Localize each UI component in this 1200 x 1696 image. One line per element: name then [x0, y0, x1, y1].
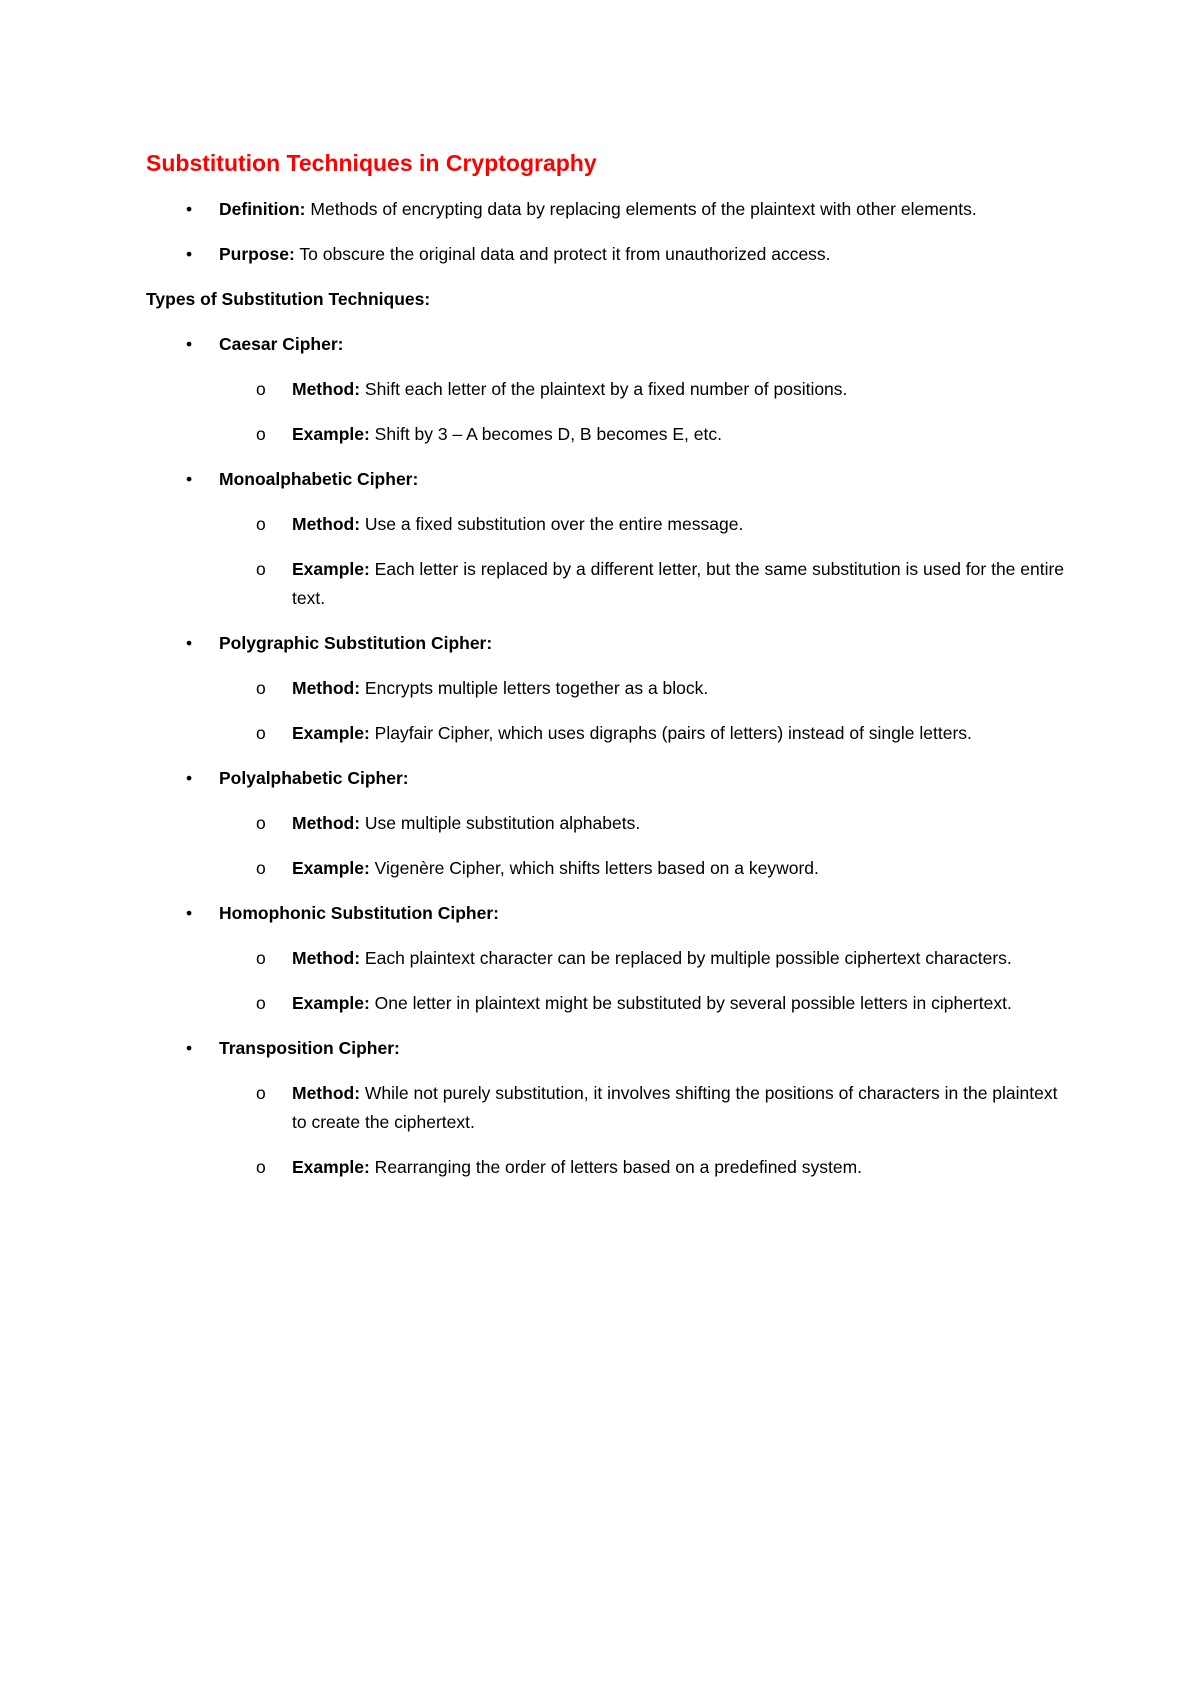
cipher-name: Caesar Cipher:	[219, 334, 344, 354]
detail-text: While not purely substitution, it involves shifting the positions of characters in the plaintext to create the ciphertext.	[292, 1083, 1058, 1132]
bullet-icon: •	[186, 768, 193, 788]
cipher-name: Polyalphabetic Cipher:	[219, 768, 409, 788]
circle-bullet-icon: o	[256, 678, 266, 698]
cipher-name: Monoalphabetic Cipher:	[219, 469, 419, 489]
list-item-purpose	[146, 240, 1076, 269]
cipher-details-list	[146, 510, 1076, 613]
detail-text: Rearranging the order of letters based on a predefined system.	[369, 1157, 863, 1177]
circle-bullet-icon: o	[256, 1083, 266, 1103]
cipher-name: Homophonic Substitution Cipher:	[219, 903, 499, 923]
bullet-icon: •	[186, 633, 193, 653]
circle-bullet-icon: o	[256, 993, 266, 1013]
detail-text: Encrypts multiple letters together as a block.	[360, 678, 709, 698]
detail-text: Shift by 3 – A becomes D, B becomes E, etc.	[369, 424, 722, 444]
list-item-type	[146, 330, 1076, 449]
document-page	[146, 148, 1076, 1198]
list-item-definition	[146, 195, 1076, 224]
bullet-icon: •	[186, 1038, 193, 1058]
list-item-detail	[146, 674, 1076, 703]
purpose-text: To obscure the original data and protect it from unauthorized access.	[294, 244, 831, 264]
list-item-detail	[146, 555, 1076, 613]
circle-bullet-icon: o	[256, 858, 266, 878]
cipher-name: Polygraphic Substitution Cipher:	[219, 633, 493, 653]
list-item-detail	[146, 375, 1076, 404]
bullet-icon: •	[186, 334, 193, 354]
cipher-name: Transposition Cipher:	[219, 1038, 400, 1058]
circle-bullet-icon: o	[256, 514, 266, 534]
cipher-details-list	[146, 375, 1076, 449]
circle-bullet-icon: o	[256, 559, 266, 579]
bullet-icon: •	[186, 199, 193, 219]
detail-label: Method:	[292, 1083, 361, 1103]
detail-label: Example:	[292, 723, 370, 743]
list-item-detail	[146, 1153, 1076, 1182]
cipher-details-list	[146, 1079, 1076, 1182]
detail-label: Method:	[292, 514, 361, 534]
list-item-detail	[146, 719, 1076, 748]
definition-label: Definition:	[219, 199, 306, 219]
detail-text: Playfair Cipher, which uses digraphs (pairs of letters) instead of single letters.	[369, 723, 972, 743]
detail-text: Use a fixed substitution over the entire message.	[360, 514, 744, 534]
detail-label: Example:	[292, 559, 370, 579]
detail-text: Shift each letter of the plaintext by a fixed number of positions.	[360, 379, 848, 399]
circle-bullet-icon: o	[256, 948, 266, 968]
detail-label: Example:	[292, 424, 370, 444]
detail-text: Vigenère Cipher, which shifts letters based on a keyword.	[369, 858, 819, 878]
detail-label: Method:	[292, 813, 361, 833]
bullet-icon: •	[186, 903, 193, 923]
list-item-detail	[146, 510, 1076, 539]
list-item-detail	[146, 1079, 1076, 1137]
circle-bullet-icon: o	[256, 379, 266, 399]
list-item-type	[146, 465, 1076, 613]
list-item-type	[146, 899, 1076, 1018]
purpose-label: Purpose:	[219, 244, 295, 264]
types-list	[146, 330, 1076, 1182]
definition-text: Methods of encrypting data by replacing elements of the plaintext with other elements.	[305, 199, 977, 219]
list-item-detail	[146, 854, 1076, 883]
list-item-detail	[146, 809, 1076, 838]
cipher-details-list	[146, 809, 1076, 883]
detail-label: Method:	[292, 948, 361, 968]
detail-text: Each plaintext character can be replaced by multiple possible ciphertext characters.	[360, 948, 1012, 968]
cipher-details-list	[146, 674, 1076, 748]
detail-label: Example:	[292, 858, 370, 878]
detail-label: Example:	[292, 993, 370, 1013]
list-item-detail	[146, 989, 1076, 1018]
circle-bullet-icon: o	[256, 424, 266, 444]
detail-text: One letter in plaintext might be substituted by several possible letters in ciphertext.	[369, 993, 1012, 1013]
bullet-icon: •	[186, 244, 193, 264]
detail-label: Method:	[292, 678, 361, 698]
intro-list	[146, 195, 1076, 269]
list-item-type	[146, 1034, 1076, 1182]
detail-text: Each letter is replaced by a different letter, but the same substitution is used for the entire text.	[292, 559, 1065, 608]
page-title: Substitution Techniques in Cryptography	[146, 150, 597, 176]
circle-bullet-icon: o	[256, 1157, 266, 1177]
circle-bullet-icon: o	[256, 813, 266, 833]
types-heading: Types of Substitution Techniques:	[146, 289, 431, 309]
bullet-icon: •	[186, 469, 193, 489]
detail-text: Use multiple substitution alphabets.	[360, 813, 641, 833]
cipher-details-list	[146, 944, 1076, 1018]
detail-label: Example:	[292, 1157, 370, 1177]
list-item-detail	[146, 420, 1076, 449]
list-item-type	[146, 629, 1076, 748]
detail-label: Method:	[292, 379, 361, 399]
circle-bullet-icon: o	[256, 723, 266, 743]
list-item-detail	[146, 944, 1076, 973]
list-item-type	[146, 764, 1076, 883]
